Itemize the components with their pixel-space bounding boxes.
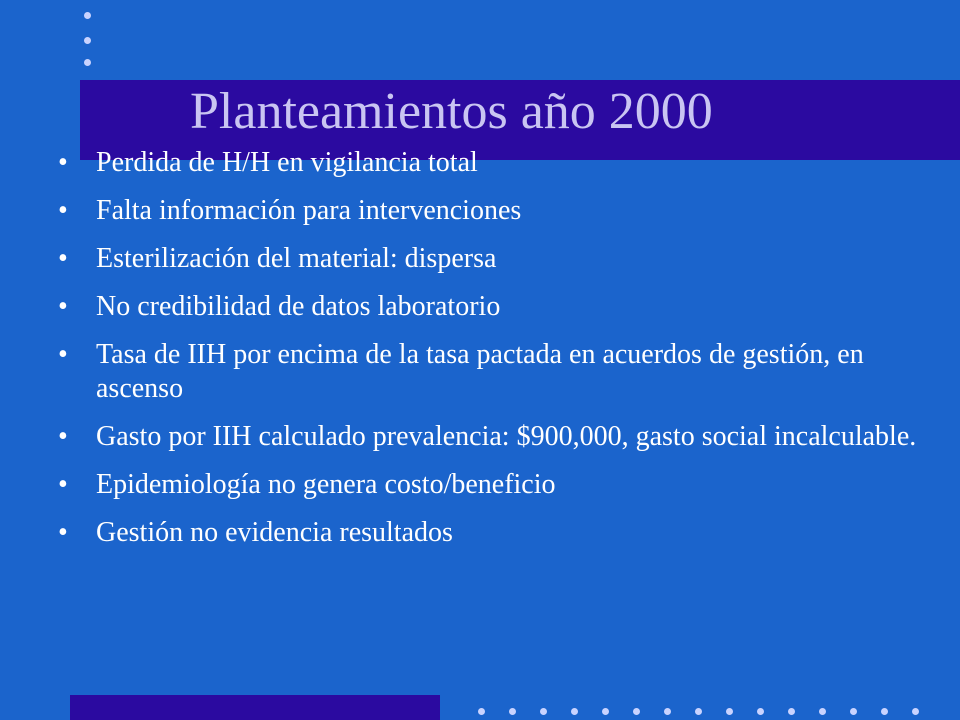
decorative-dot (695, 708, 702, 715)
decorative-dot (912, 708, 919, 715)
decorative-dot (540, 708, 547, 715)
list-item (58, 290, 918, 324)
bullet-list (58, 146, 918, 564)
list-item (58, 420, 918, 454)
decorative-dot (757, 708, 764, 715)
bullet-icon: • (58, 517, 68, 548)
decorative-dot (571, 708, 578, 715)
decorative-dot (478, 708, 485, 715)
bullet-icon: • (58, 291, 68, 322)
bullet-icon: • (58, 195, 68, 226)
bullet-icon: • (58, 339, 68, 370)
decorative-dot (850, 708, 857, 715)
decorative-dot (726, 708, 733, 715)
bullet-icon: • (58, 147, 68, 178)
list-item-text: Tasa de IIH por encima de la tasa pactada en acuerdos de gestión, en ascenso (96, 339, 864, 404)
bottom-bar (70, 695, 440, 720)
decorative-dot (84, 12, 91, 19)
decorative-dot (602, 708, 609, 715)
list-item-text: Perdida de H/H en vigilancia total (96, 147, 478, 178)
list-item-text: Falta información para intervenciones (96, 195, 522, 226)
bullet-icon: • (58, 469, 68, 500)
list-item-text: Esterilización del material: dispersa (96, 243, 497, 274)
decorative-dot (881, 708, 888, 715)
decorative-dot (788, 708, 795, 715)
decorative-dot (509, 708, 516, 715)
list-item (58, 338, 918, 406)
list-item (58, 146, 918, 180)
list-item (58, 242, 918, 276)
decorative-dot (84, 59, 91, 66)
list-item-text: Epidemiología no genera costo/beneficio (96, 469, 556, 500)
decorative-dot (84, 37, 91, 44)
list-item (58, 194, 918, 228)
decorative-dot (633, 708, 640, 715)
bullet-icon: • (58, 243, 68, 274)
list-item-text: No credibilidad de datos laboratorio (96, 291, 501, 322)
list-item (58, 516, 918, 550)
list-item (58, 468, 918, 502)
decorative-dot (664, 708, 671, 715)
bullet-icon: • (58, 421, 68, 452)
slide-title: Planteamientos año 2000 (190, 83, 713, 140)
list-item-text: Gasto por IIH calculado prevalencia: $900,000, gasto social incalculable. (96, 421, 917, 452)
decorative-dot (819, 708, 826, 715)
list-item-text: Gestión no evidencia resultados (96, 517, 453, 548)
